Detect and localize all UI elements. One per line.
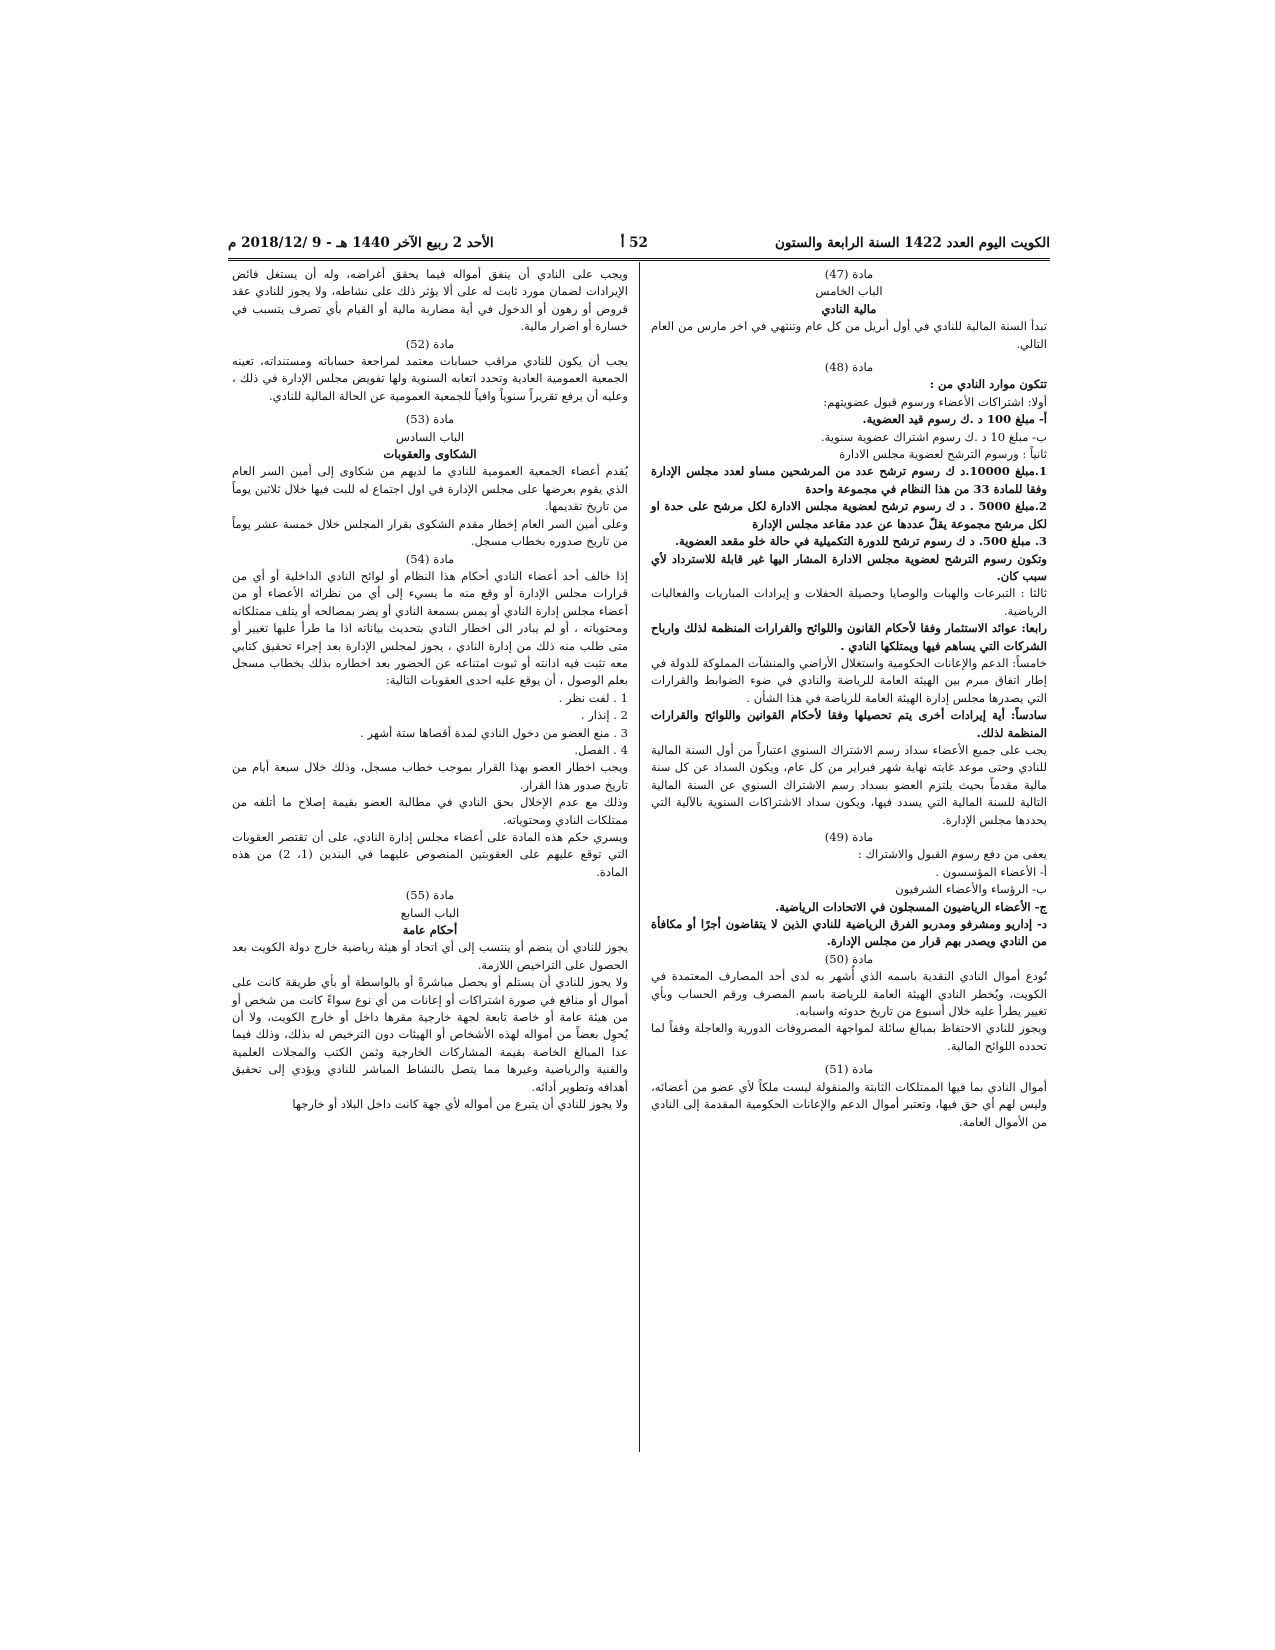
- paragraph: ب- الرؤساء والأعضاء الشرفيون: [895, 882, 1047, 897]
- paragraph: أولا: اشتراكات الأعضاء ورسوم قبول عضويتهم:: [823, 394, 1047, 409]
- right-column: [651, 266, 1047, 1131]
- paragraph: ثالثا : التبرعات والهبات والوصايا وحصيلة الحفلات و إيرادات المباريات والفعاليات الرياضية.: [651, 586, 1047, 618]
- paragraph: 3 . منع العضو من دخول النادي لمدة أقصاها ستة أشهر .: [360, 725, 628, 740]
- paragraph: وعلى أمين السر العام إخطار مقدم الشكوى بقرار المجلس خلال خمسة عشر يوماً من تاريخ صدوره بخطاب مسجل.: [232, 516, 628, 549]
- article-heading: مادة (53): [405, 412, 455, 427]
- paragraph: وذلك مع عدم الإخلال بحق النادي في مطالبة العضو بقيمة إصلاح ما أتلفه من ممتلكات النادي ومحتوياته.: [232, 795, 628, 827]
- paragraph: خامساً: الدعم والإعانات الحكومية واستغلال الأراضي والمنشآت المملوكة للدولة في إطار اتفاق مبرم بين الهيئة العامة للرياضة والنادي في ضوء الضوابط والقرارات التي يصدرها مجلس إدارة الهيئة العامة للرياضة في هذا الشأن .: [651, 655, 1047, 705]
- article-heading: مالية النادي: [821, 301, 877, 316]
- paragraph: أموال النادي بما فيها الممتلكات الثابتة والمنقولة ليست ملكاً لأي عضو من أعضائه، وليس لهم أي حق فيها، وتعتبر أموال الدعم والإعانات الحكومية المقدمة إلى النادي من الأموال العامة.: [651, 1079, 1047, 1129]
- article-heading: مادة (49): [824, 830, 874, 844]
- paragraph: ويجب اخطار العضو بهذا القرار بموجب خطاب مسجل، وذلك خلال سبعة أيام من تاريخ صدور هذا القرار.: [232, 760, 628, 792]
- paragraph: ثانياً : ورسوم الترشح لعضوية مجلس الادارة: [839, 447, 1047, 462]
- article-heading: الباب السادس: [395, 429, 465, 444]
- paragraph: أ- مبلغ 100 د .ك رسوم قيد العضوية.: [862, 412, 1047, 427]
- article-heading: الشكاوى والعقوبات: [383, 447, 477, 462]
- paragraph: 2 . إنذار .: [580, 708, 628, 723]
- page-header: [228, 232, 1050, 254]
- paragraph: ولا يجوز للنادي أن يستلم أو يحصل مباشرةً أو بالواسطة أو بأي طريقة كانت على أموال أو منافع في صورة اشتراكات أو إعانات من أي نوع سواءً كانت من شخص أو من هيئة عامة أو خاصة تابعة لجهة خارجية مقرها داخل أو خارج الكويت، ولا أن يُحوِل بعضاً من أمواله لهذه الأشخاص أو الهيئات دون الترخيص له بذلك، وذلك فيما عدا المبالغ الخاصة بقيمة المشاركات الخارجية وثمن الكتب والمجلات العلمية والفنية والرياضية وغيرها مما يتصل بالنشاط المباشر للنادي ويؤدي إلى تحقيق أهدافه وتطوير أدائه.: [232, 975, 628, 1094]
- left-column: [232, 266, 628, 1114]
- header-date: الأحد 2 ربيع الآخر 1440 هـ - 9 /2018/12 م: [228, 235, 494, 251]
- article-heading: مادة (54): [405, 551, 455, 566]
- paragraph: يجب على جميع الأعضاء سداد رسم الاشتراك السنوي اعتباراً من أول السنة المالية للنادي وحتى موعد غايته نهاية شهر فبراير من كل عام، ويكون السداد عن كل سنة مالية مقدماً بحيث يلتزم العضو بسداد رسم الاشتراك السنوي عن السنة المالية التالية للسنة المالية التي يسدد فيها، ويكون سداد الاشتراكات السنوية بالآلية التي يحددها مجلس الإدارة.: [651, 742, 1047, 827]
- paragraph: وتكون رسوم الترشح لعضوية مجلس الادارة المشار اليها غير قابلة للاسترداد لأي سبب كان.: [651, 551, 1047, 583]
- column-divider: [639, 262, 640, 1452]
- article-heading: مادة (50): [824, 951, 874, 966]
- paragraph: د- إداريو ومشرفو ومدربو الفرق الرياضية للنادي الذين لا يتقاضون أجرًا أو مكافأة من النادي ويصدر بهم قرار من مجلس الإدارة.: [651, 917, 1047, 949]
- paragraph: 1 . لفت نظر .: [558, 690, 628, 705]
- paragraph: ج- الأعضاء الرياضيون المسجلون في الاتحادات الرياضية.: [775, 899, 1047, 914]
- paragraph: إذا خالف أحد أعضاء النادي أحكام هذا النظام أو لوائح النادي الداخلية أو أي من قرارات مجلس الإدارة أو وقع منه ما يسيء إلى أي من نظرائه الأعضاء أو من أعضاء مجلس إدارة النادي أو يمس بسمعة النادي أو يضر بمصالحه أو يتلف ممتلكاته ومحتوياته ، أو لم يبادر الى اخطار النادي بتحديث بياناته اذا ما طرأ عليها تغيير أو متى طلب منه ذلك من إدارة النادي ، يجوز لمجلس الإدارة بعد إجراء تحقيق كتابي معه تثبت فيه ادانته أو ثبوت امتناعه عن الحضور بعد اخطاره بذلك بخطاب مسجل بعلم الوصول ، أن يوقع عليه احدى العقوبات التالية:: [232, 568, 628, 688]
- paragraph: رابعا: عوائد الاستثمار وفقا لأحكام القانون واللوائح والقرارات المنظمة لذلك وارباح الشركات التي يساهم فيها ويمتلكها النادي .: [651, 621, 1047, 653]
- article-heading: مادة (47): [824, 267, 874, 281]
- paragraph: أ- الأعضاء المؤسسون .: [935, 864, 1047, 879]
- paragraph: تبدأ السنة المالية للنادي في أول أبريل من كل عام وتنتهي في اخر مارس من العام التالي.: [651, 319, 1047, 351]
- article-heading: الباب السابع: [400, 905, 460, 920]
- paragraph: ب- مبلغ 10 د .ك رسوم اشتراك عضوية سنوية.: [820, 429, 1047, 444]
- paragraph: 4 . الفصل.: [574, 742, 628, 757]
- article-heading: مادة (52): [405, 336, 455, 351]
- paragraph: سادساً: أية إيرادات أخرى يتم تحصيلها وفقا لأحكام القوانين واللوائح والقرارات المنظمة لذلك.: [651, 708, 1047, 740]
- paragraph: يعفى من دفع رسوم القبول والاشتراك :: [857, 847, 1047, 862]
- article-heading: مادة (51): [824, 1062, 874, 1077]
- paragraph: 1.مبلغ 10000.د ك رسوم ترشح عدد من المرشحين مساو لعدد مجلس الإدارة وفقا للمادة 33 من هذا النظام في مجموعة واحدة: [651, 464, 1048, 496]
- header-page-number: 52 أ: [620, 235, 648, 251]
- paragraph: يجوز للنادي أن ينضم أو ينتسب إلى أي اتحاد أو هيئة رياضية خارج دولة الكويت بعد الحصول على التراخيص اللازمة.: [232, 940, 628, 972]
- paragraph: يجب أن يكون للنادي مراقب حسابات معتمد لمراجعة حساباته ومستنداته، تعينه الجمعية العمومية العادية وتحدد اتعابه السنوية ولها تفويض مجلس الإدارة في ذلك ، وعليه أن يرفع تقريراً سنوياً وافياً للجمعية العمومية عن الحالة المالية للنادي.: [232, 354, 628, 403]
- article-heading: مادة (55): [405, 888, 455, 903]
- header-issue: الكويت اليوم العدد 1422 السنة الرابعة والستون: [774, 235, 1050, 251]
- paragraph: تُودع أموال النادي النقدية باسمه الذي أُشهر به لدى أحد المصارف المعتمدة في الكويت، ويُخطر النادي الهيئة العامة للرياضة باسم المصرف ورقم الحساب وبأي تغيير يطرأ عليه خلال أسبوع من تاريخ حدوثه واسبابه.: [651, 969, 1047, 1019]
- paragraph: ويجب على النادي أن ينفق أمواله فيما يحقق أغراضه، وله أن يستغل فائض الإيرادات لضمان مورد ثابت له على ألا يؤثر ذلك على نشاطه، ولا يجوز للنادي عقد قروض أو رهون أو الدخول في أية مضاربة مالية أو القيام بأي تصرف يتسبب في خسارة أو اضرار مالية.: [232, 267, 628, 334]
- paragraph: تتكون موارد النادي من :: [929, 377, 1047, 392]
- paragraph: 2.مبلغ 5000 . د ك رسوم ترشح لعضوية مجلس الادارة لكل مرشح على حدة او لكل مرشح مجموعة يقلّ عددها عن عدد مقاعد مجلس الإدارة: [651, 499, 1047, 531]
- paragraph: ويسري حكم هذه المادة على أعضاء مجلس إدارة النادي، على أن تقتصر العقوبات التي توقع عليهم على العقوبتين المنصوص عليهما في البندين (1، 2) من هذه المادة.: [232, 830, 628, 879]
- paragraph: 3. مبلغ 500. د ك رسوم ترشح للدورة التكميلية في حالة خلو مقعد العضوية.: [675, 534, 1047, 549]
- paragraph: ويجوز للنادي الاحتفاظ بمبالغ سائلة لمواجهة المصروفات الدورية والعاجلة وفقاً لما تحدده اللوائح المالية.: [651, 1021, 1047, 1053]
- paragraph: يُقدم أعضاء الجمعية العمومية للنادي ما لديهم من شكاوى إلى أمين السر العام الذي يقوم بعرضها على مجلس الإدارة في اول اجتماع له للبت فيها خلال ثلاثين يوماً من تاريخ تقديمها.: [232, 464, 628, 514]
- article-heading: مادة (48): [824, 360, 874, 375]
- header-rule: [228, 258, 1050, 261]
- paragraph: ولا يجوز للنادي أن يتبرع من أمواله لأي جهة كانت داخل البلاد أو خارجها: [292, 1097, 628, 1112]
- article-heading: أحكام عامة: [402, 923, 458, 938]
- article-heading: الباب الخامس: [815, 284, 883, 299]
